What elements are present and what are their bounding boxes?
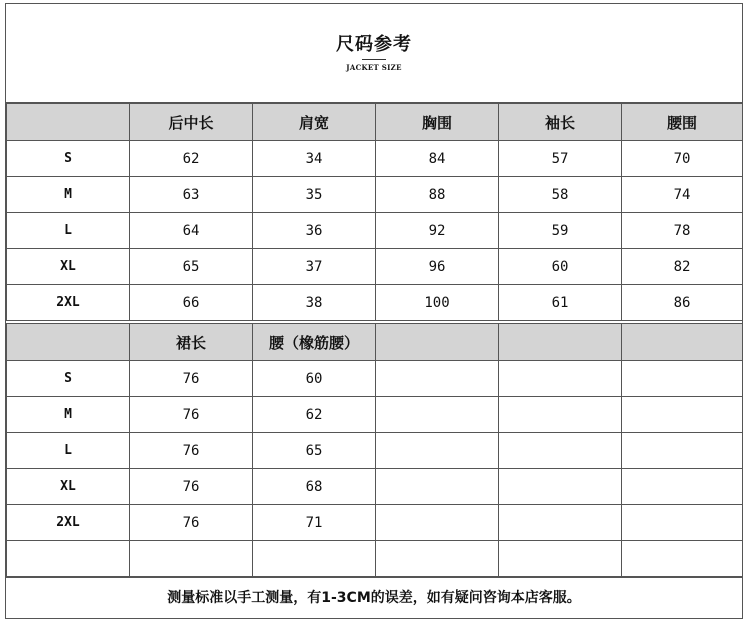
measurement-cell: 57 — [499, 141, 622, 177]
measurement-cell: 65 — [130, 249, 253, 285]
column-header — [7, 104, 130, 141]
size-chart — [5, 3, 743, 619]
measurement-cell: 100 — [376, 285, 499, 321]
measurement-cell: 66 — [130, 285, 253, 321]
measurement-cell — [622, 397, 743, 433]
measurement-cell — [253, 541, 376, 577]
table-row — [7, 541, 743, 577]
table-row — [7, 469, 743, 505]
measurement-cell — [499, 469, 622, 505]
measurement-cell — [376, 541, 499, 577]
size-label: M — [7, 397, 130, 433]
column-header: 裙长 — [130, 324, 253, 361]
measurement-cell: 64 — [130, 213, 253, 249]
measurement-cell: 76 — [130, 361, 253, 397]
measurement-cell: 60 — [499, 249, 622, 285]
size-label: M — [7, 177, 130, 213]
size-label: S — [7, 361, 130, 397]
table-row — [7, 249, 743, 285]
measurement-cell: 59 — [499, 213, 622, 249]
table-row — [7, 141, 743, 177]
measurement-cell — [376, 433, 499, 469]
measurement-cell: 96 — [376, 249, 499, 285]
measurement-cell: 63 — [130, 177, 253, 213]
page-subtitle: JACKET SIZE — [346, 63, 402, 72]
column-header — [376, 324, 499, 361]
measurement-cell — [499, 505, 622, 541]
measurement-cell — [499, 433, 622, 469]
measurement-cell: 58 — [499, 177, 622, 213]
measurement-cell — [622, 541, 743, 577]
measurement-cell — [622, 433, 743, 469]
table-row — [7, 177, 743, 213]
measurement-cell — [499, 397, 622, 433]
jacket-size-table — [6, 103, 743, 321]
measurement-cell: 71 — [253, 505, 376, 541]
title-divider — [362, 59, 386, 60]
measurement-cell — [376, 505, 499, 541]
measurement-cell: 36 — [253, 213, 376, 249]
column-header: 胸围 — [376, 104, 499, 141]
column-header: 腰（橡筋腰） — [253, 324, 376, 361]
column-header: 后中长 — [130, 104, 253, 141]
measurement-cell: 37 — [253, 249, 376, 285]
column-header — [622, 324, 743, 361]
measurement-note: 测量标准以手工测量，有1-3CM的误差，如有疑问咨询本店客服。 — [6, 577, 742, 618]
measurement-cell: 82 — [622, 249, 743, 285]
table-header-row — [7, 104, 743, 141]
measurement-cell — [622, 469, 743, 505]
title-block — [6, 4, 742, 103]
measurement-cell: 76 — [130, 469, 253, 505]
measurement-cell: 78 — [622, 213, 743, 249]
table-row — [7, 505, 743, 541]
table-row — [7, 397, 743, 433]
measurement-cell: 68 — [253, 469, 376, 505]
measurement-cell — [622, 505, 743, 541]
measurement-cell: 60 — [253, 361, 376, 397]
size-label: 2XL — [7, 285, 130, 321]
size-label: L — [7, 213, 130, 249]
measurement-cell: 70 — [622, 141, 743, 177]
table-row — [7, 213, 743, 249]
table-row — [7, 433, 743, 469]
measurement-cell: 76 — [130, 505, 253, 541]
measurement-cell — [130, 541, 253, 577]
measurement-cell — [376, 469, 499, 505]
measurement-cell — [622, 361, 743, 397]
measurement-cell: 84 — [376, 141, 499, 177]
measurement-cell: 76 — [130, 397, 253, 433]
page-title: 尺码参考 — [336, 34, 412, 55]
measurement-cell: 38 — [253, 285, 376, 321]
measurement-cell — [499, 541, 622, 577]
size-label: S — [7, 141, 130, 177]
measurement-cell: 76 — [130, 433, 253, 469]
measurement-cell: 86 — [622, 285, 743, 321]
measurement-cell — [376, 361, 499, 397]
size-label: 2XL — [7, 505, 130, 541]
size-label — [7, 541, 130, 577]
size-label: XL — [7, 469, 130, 505]
column-header: 肩宽 — [253, 104, 376, 141]
column-header — [7, 324, 130, 361]
measurement-cell: 88 — [376, 177, 499, 213]
measurement-cell: 62 — [253, 397, 376, 433]
measurement-cell: 61 — [499, 285, 622, 321]
measurement-cell: 65 — [253, 433, 376, 469]
measurement-cell: 62 — [130, 141, 253, 177]
table-row — [7, 361, 743, 397]
measurement-cell: 34 — [253, 141, 376, 177]
size-label: L — [7, 433, 130, 469]
column-header: 腰围 — [622, 104, 743, 141]
skirt-size-table — [6, 323, 743, 577]
table-row — [7, 285, 743, 321]
measurement-cell — [376, 397, 499, 433]
column-header: 袖长 — [499, 104, 622, 141]
measurement-cell: 74 — [622, 177, 743, 213]
table-header-row — [7, 324, 743, 361]
measurement-cell: 92 — [376, 213, 499, 249]
measurement-cell — [499, 361, 622, 397]
size-label: XL — [7, 249, 130, 285]
column-header — [499, 324, 622, 361]
measurement-cell: 35 — [253, 177, 376, 213]
